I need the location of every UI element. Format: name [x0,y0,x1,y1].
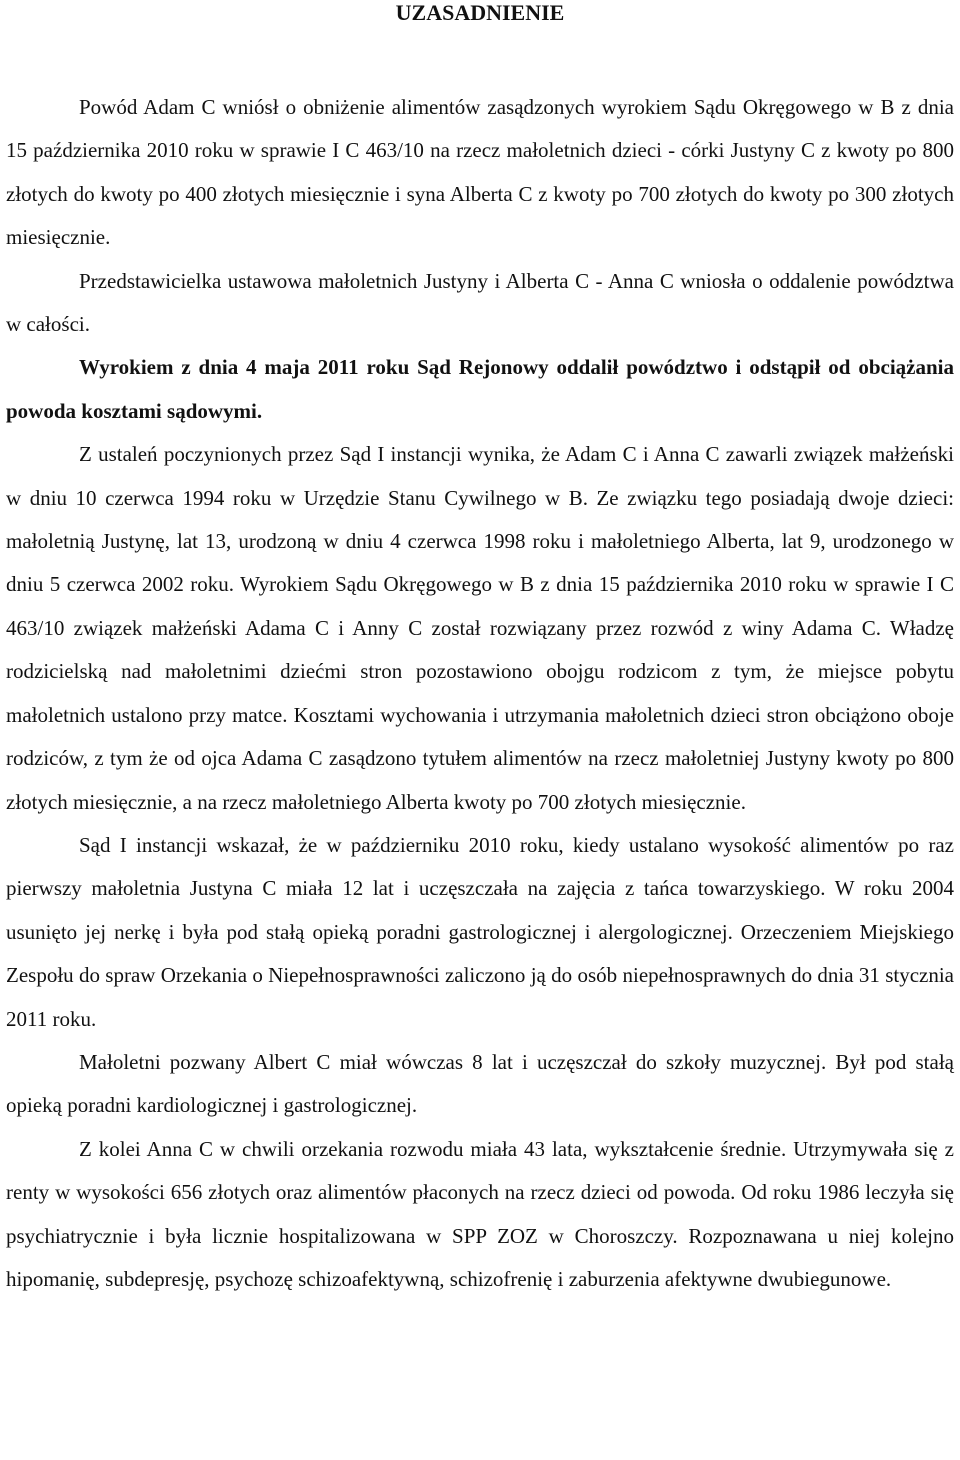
paragraph-justyna: Sąd I instancji wskazał, że w październiku 2010 roku, kiedy ustalano wysokość alimentów po raz pierwszy małoletnia Justyna C miała 12 lat i uczęszczała na zajęcia z tańca towarzyskiego. W roku 2004 usunięto jej nerkę i była pod stałą opieką poradni gastrologicznej i alergologicznej. Orzeczeniem Miejskiego Zespołu do spraw Orzekania o Niepełnosprawności zaliczono ją do osób niepełnosprawnych do dnia 31 stycznia 2011 roku. [6,832,954,1031]
paragraph-albert: Małoletni pozwany Albert C miał wówczas 8 lat i uczęszczał do szkoły muzycznej. Był pod stałą opieką poradni kardiologicznej i gastrologicznej. [6,1049,954,1118]
paragraph-anna: Z kolei Anna C w chwili orzekania rozwodu miała 43 lata, wykształcenie średnie. Utrzymywała się z renty w wysokości 656 złotych oraz alimentów płaconych na rzecz dzieci od powoda. Od roku 1986 leczyła się psychiatrycznie i była licznie hospitalizowana w SPP ZOZ w Choroszczy. Rozpoznawana u niej kolejno hipomanię, subdepresję, psychozę schizoafektywną, schizofrenię i zaburzenia afektywne dwubiegunowe. [6,1136,954,1291]
document-title: UZASADNIENIE [395,0,565,25]
document-body [6,86,954,1301]
paragraph-claim: Powód Adam C wniósł o obniżenie alimentów zasądzonych wyrokiem Sądu Okręgowego w B z dnia 15 października 2010 roku w sprawie I C 463/10 na rzecz małoletnich dzieci - córki Justyny C z kwoty po 800 złotych do kwoty po 400 złotych miesięcznie i syna Alberta C z kwoty po 700 złotych do kwoty po 300 złotych miesięcznie. [6,95,954,250]
paragraph-verdict: Wyrokiem z dnia 4 maja 2011 roku Sąd Rejonowy oddalił powództwo i odstąpił od obciążania powoda kosztami sądowymi. [6,355,954,423]
paragraph-response: Przedstawicielka ustawowa małoletnich Justyny i Alberta C - Anna C wniosła o oddalenie powództwa w całości. [6,268,954,337]
paragraph-findings: Z ustaleń poczynionych przez Sąd I instancji wynika, że Adam C i Anna C zawarli związek małżeński w dniu 10 czerwca 1994 roku w Urzędzie Stanu Cywilnego w B. Ze związku tego posiadają dwoje dzieci: małoletnią Justynę, lat 13, urodzoną w dniu 4 czerwca 1998 roku i małoletniego Alberta, lat 9, urodzonego w dniu 5 czerwca 2002 roku. Wyrokiem Sądu Okręgowego w B z dnia 15 października 2010 roku w sprawie I C 463/10 związek małżeński Adama C i Anny C został rozwiązany przez rozwód z winy Adama C. Władzę rodzicielską nad małoletnimi dziećmi stron pozostawiono obojgu rodzicom z tym, że miejsce pobytu małoletnich ustalono przy matce. Kosztami wychowania i utrzymania małoletnich dzieci stron obciążono oboje rodziców, z tym że od ojca Adama C zasądzono tytułem alimentów na rzecz małoletniej Justyny kwoty po 800 złotych miesięcznie, a na rzecz małoletniego Alberta kwoty po 700 złotych miesięcznie. [6,442,954,814]
document-page [6,0,954,1301]
